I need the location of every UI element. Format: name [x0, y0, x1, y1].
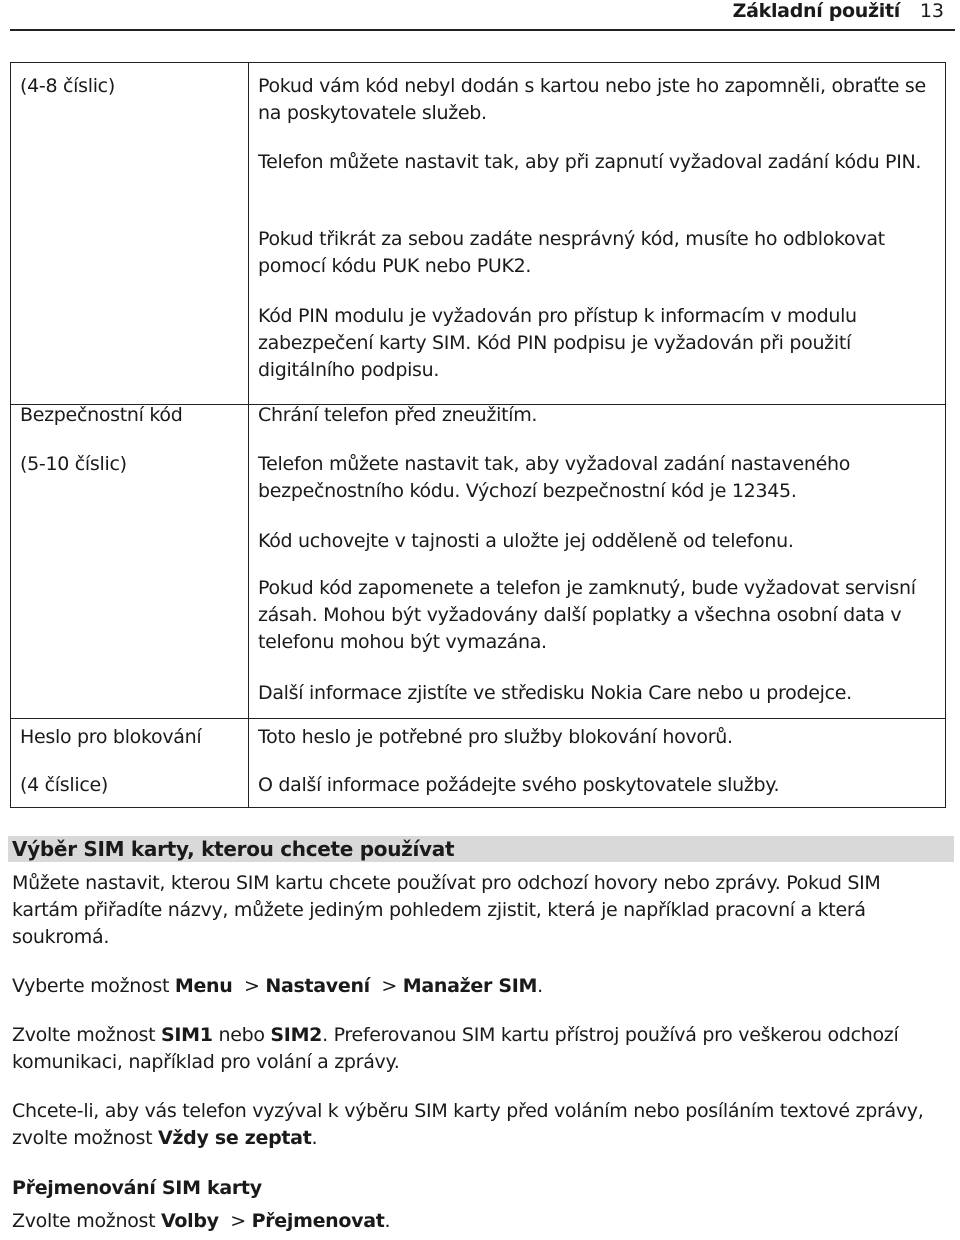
section-intro: Můžete nastavit, kterou SIM kartu chcete používat pro odchozí hovory nebo zprávy. Pokud SIM kartám přiřadíte názvy, můžete jediným pohledem zjistit, která je například pracovní a která soukromá. — [12, 872, 881, 948]
security-description-5: Další informace zjistíte ve středisku Nokia Care nebo u prodejce. — [258, 682, 852, 704]
section-title: Výběr SIM karty, kterou chcete používat — [8, 836, 954, 862]
sim-or-text: nebo — [218, 1024, 265, 1046]
page-number: 13 — [919, 0, 944, 22]
menu-path-paragraph: Vyberte možnost Menu > Nastavení > Manažer SIM. — [12, 975, 543, 997]
rename-prefix: Zvolte možnost — [12, 1210, 156, 1232]
security-description-2: Telefon můžete nastavit tak, aby vyžadoval zadání nastaveného bezpečnostního kódu. Výchozí bezpečnostní kód je 12345. — [258, 453, 851, 502]
security-description-4: Pokud kód zapomenete a telefon je zamknutý, bude vyžadovat servisní zásah. Mohou být vyžadovány další poplatky a všechna osobní data v telefonu mohou být vymazána. — [258, 577, 916, 653]
pin-description-4: Kód PIN modulu je vyžadován pro přístup k informacím v modulu zabezpečení karty SIM. Kód PIN podpisu je vyžadován při použití digitálního podpisu. — [258, 305, 857, 381]
security-code-label: Bezpečnostní kód — [20, 404, 183, 426]
table-row-divider — [11, 718, 945, 719]
ask-paragraph: Chcete-li, aby vás telefon vyzýval k výběru SIM karty před voláním nebo posíláním textové zprávy, zvolte možnost Vždy se zeptat. — [12, 1100, 924, 1149]
rename-instructions: Zvolte možnost Volby > Přejmenovat. — [12, 1210, 391, 1232]
barring-description-1: Toto heslo je potřebné pro služby blokování hovorů. — [258, 726, 733, 748]
rename-link: Přejmenovat — [251, 1210, 385, 1232]
sim1-option: SIM1 — [161, 1024, 213, 1046]
sim-choice-suffix: Preferovanou SIM kartu přístroj používá pro veškerou odchozí komunikaci, například pro volání a zprávy. — [12, 1024, 899, 1073]
codes-table — [10, 62, 946, 808]
pin-length-label: (4-8 číslic) — [20, 75, 115, 97]
barring-description-2: O další informace požádejte svého poskytovatele služby. — [258, 774, 780, 796]
rename-subheading: Přejmenování SIM karty — [12, 1177, 262, 1199]
page-header — [10, 0, 955, 31]
security-description-1: Chrání telefon před zneužitím. — [258, 404, 538, 426]
pin-description-2: Telefon můžete nastavit tak, aby při zapnutí vyžadoval zadání kódu PIN. — [258, 151, 922, 173]
options-link: Volby — [161, 1210, 219, 1232]
settings-link: Nastavení — [265, 975, 370, 997]
security-code-length: (5-10 číslic) — [20, 453, 127, 475]
sim-choice-paragraph: Zvolte možnost SIM1 nebo SIM2. Preferovanou SIM kartu přístroj používá pro veškerou odchozí komunikaci, například pro volání a zprávy. — [12, 1024, 899, 1073]
always-ask-option: Vždy se zeptat — [157, 1127, 312, 1149]
menu-link: Menu — [174, 975, 233, 997]
security-description-3: Kód uchovejte v tajnosti a uložte jej odděleně od telefonu. — [258, 530, 794, 552]
pin-description-3: Pokud třikrát za sebou zadáte nesprávný kód, musíte ho odblokovat pomocí kódu PUK nebo PUK2. — [258, 228, 885, 277]
table-column-divider — [248, 63, 249, 807]
sim2-option: SIM2 — [270, 1024, 323, 1046]
header-title: Základní použití — [732, 0, 900, 22]
ask-prefix: Chcete-li, aby vás telefon vyzýval k výběru SIM karty před voláním nebo posíláním textové zprávy, zvolte možnost — [12, 1100, 924, 1149]
menu-path-prefix: Vyberte možnost — [12, 975, 170, 997]
pin-description-1: Pokud vám kód nebyl dodán s kartou nebo jste ho zapomněli, obraťte se na poskytovatele služeb. — [258, 75, 926, 124]
sim-manager-link: Manažer SIM — [402, 975, 538, 997]
barring-password-label: Heslo pro blokování — [20, 726, 202, 748]
sim-choice-prefix: Zvolte možnost — [12, 1024, 156, 1046]
barring-password-length: (4 číslice) — [20, 774, 108, 796]
